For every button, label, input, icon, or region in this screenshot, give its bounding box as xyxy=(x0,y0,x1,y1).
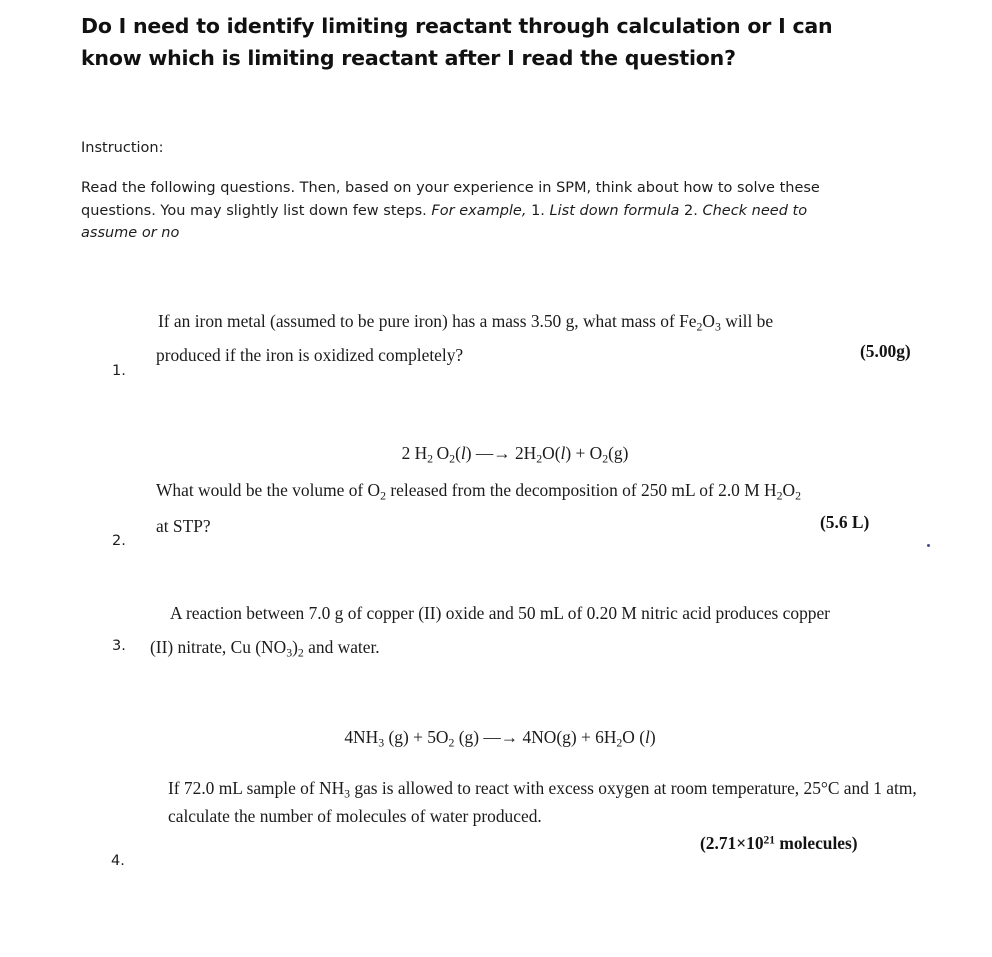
instruction-text-plain-1: Read the following questions. Then, based on your experience in SPM, think about how to solve these questions. You may slightly list down few steps. xyxy=(81,180,820,219)
instruction-text-italic-3: Check need to assume or no xyxy=(81,202,808,241)
question-1-answer: (5.00g) xyxy=(860,341,911,361)
scan-artifact-dot xyxy=(927,544,930,547)
question-3-line-1: A reaction between 7.0 g of copper (II) oxide and 50 mL of 0.20 M nitric acid produces copper xyxy=(170,603,830,623)
question-marker-2: 2. xyxy=(112,533,126,549)
question-2-line-1: What would be the volume of $O_2$ released from the decomposition of 250 mL of 2.0 M $H_2O_2$ xyxy=(156,480,801,503)
question-marker-3: 3. xyxy=(112,638,126,654)
instruction-paragraph xyxy=(81,177,841,245)
question-3-line-2: (II) nitrate, Cu $(NO_3)_2$ and water. xyxy=(150,637,380,660)
question-4-answer: ($2.71\times 10^{21}$ molecules) xyxy=(700,833,858,853)
question-4-line-1: If 72.0 mL sample of $NH_3$ gas is allowed to react with excess oxygen at room temperature, 25°C and 1 atm, calculate the number of molecules of water produced. xyxy=(168,778,917,826)
instruction-text-italic-1: For example, xyxy=(431,202,527,219)
question-1-line-2: produced if the iron is oxidized completely? xyxy=(156,345,464,365)
instruction-text-plain-2: 1. xyxy=(526,202,550,219)
instruction-text-plain-3: 2. xyxy=(679,202,703,219)
question-4-equation: $4NH_3$ $(g) + 5O_2$ (g) —→ $4NO(g) + 6H_2O$ (l) xyxy=(344,727,656,750)
question-2-answer: (5.6 L) xyxy=(820,512,870,532)
question-2-line-2: at STP? xyxy=(156,516,211,536)
question-marker-1: 1. xyxy=(112,363,126,379)
question-1-line-1: If an iron metal (assumed to be pure iron) has a mass 3.50 g, what mass of $Fe_2O_3$ will be xyxy=(158,311,774,334)
page-title: Do I need to identify limiting reactant through calculation or I can know which is limiting reactant after I read the question? xyxy=(81,14,833,70)
instruction-label: Instruction: xyxy=(81,140,164,156)
question-marker-4: 4. xyxy=(111,853,125,869)
question-2-equation: 2 $H_2$ $O_2(l)$ —→ $2H_2O(l) + O_2(g)$ xyxy=(401,443,629,466)
instruction-text-italic-2: List down formula xyxy=(549,202,680,219)
